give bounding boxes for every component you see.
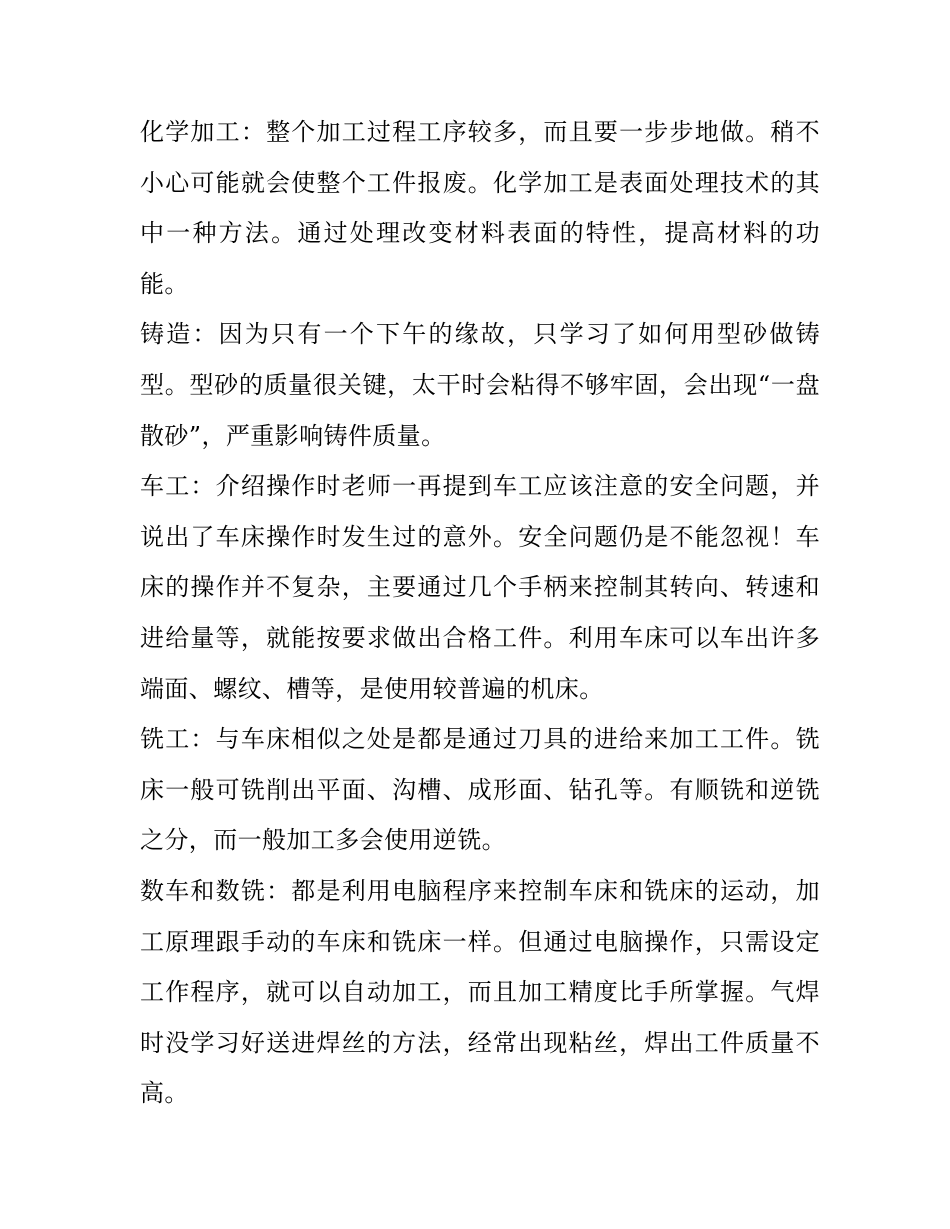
paragraph-milling: 铣工：与车床相似之处是都是通过刀具的进给来加工工件。铣床一般可铣削出平面、沟槽、成形面、钻孔等。有顺铣和逆铣之分，而一般加工多会使用逆铣。 bbox=[140, 725, 820, 855]
paragraph-cnc: 数车和数铣：都是利用电脑程序来控制车床和铣床的运动，加工原理跟手动的车床和铣床一样。但通过电脑操作，只需设定工作程序，就可以自动加工，而且加工精度比手所掌握。气焊时没学习好送进焊丝的方法，经常出现粘丝，焊出工件质量不高。 bbox=[140, 876, 820, 1108]
paragraph-turning: 车工：介绍操作时老师一再提到车工应该注意的安全问题，并说出了车床操作时发生过的意外。安全问题仍是不能忽视！车床的操作并不复杂，主要通过几个手柄来控制其转向、转速和进给量等，就能按要求做出合格工件。利用车床可以车出许多端面、螺纹、槽等，是使用较普遍的机床。 bbox=[140, 472, 820, 703]
paragraph-chemical-machining: 化学加工：整个加工过程工序较多，而且要一步步地做。稍不小心可能就会使整个工件报废。化学加工是表面处理技术的其中一种方法。通过处理改变材料表面的特性，提高材料的功能。 bbox=[140, 118, 820, 298]
paragraph-casting: 铸造：因为只有一个下午的缘故，只学习了如何用型砂做铸型。型砂的质量很关键，太干时会粘得不够牢固，会出现“一盘散砂”，严重影响铸件质量。 bbox=[140, 320, 820, 450]
document-body bbox=[140, 107, 820, 1119]
